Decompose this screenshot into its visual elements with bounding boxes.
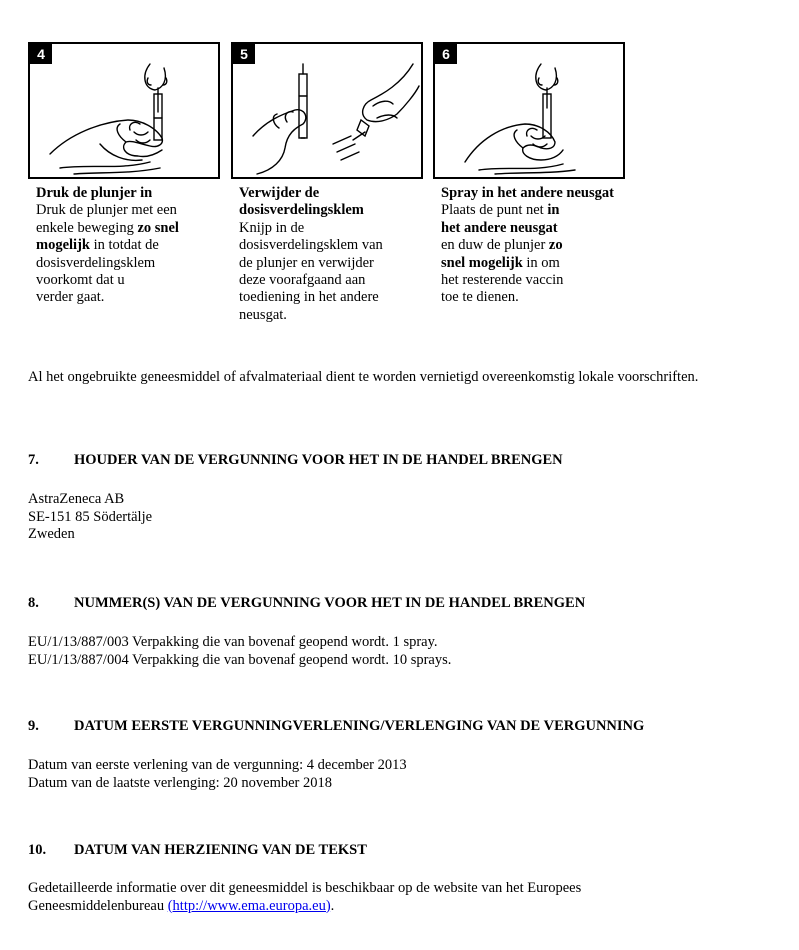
step-number-badge: 4 xyxy=(30,44,52,64)
spray-other-nostril-illustration xyxy=(435,44,623,177)
caption-emphasis: zo xyxy=(548,237,563,254)
section-10-body xyxy=(28,880,581,915)
caption-text: dosisverdelingsklem xyxy=(36,254,156,271)
section-7-body xyxy=(28,491,152,544)
section-9-title: DATUM EERSTE VERGUNNINGVERLENING/VERLENGING VAN DE VERGUNNING xyxy=(74,718,645,734)
step-5-caption xyxy=(239,185,429,324)
caption-emphasis: mogelijk xyxy=(36,237,90,254)
caption-line xyxy=(441,289,631,306)
caption-text: in om xyxy=(522,254,560,271)
caption-line xyxy=(36,272,226,289)
date-line: Datum van eerste verlening van de vergunning: 4 december 2013 xyxy=(28,757,407,773)
section-8-number: 8. xyxy=(28,595,39,611)
step-number-badge: 6 xyxy=(435,44,457,64)
caption-text: toediening in het andere xyxy=(239,289,379,306)
section-7-heading xyxy=(28,452,563,469)
caption-text: neusgat. xyxy=(239,306,287,323)
caption-line xyxy=(36,289,226,306)
step-5-title: Verwijder de dosisverdelingsklem xyxy=(239,185,364,219)
caption-text: voorkomt dat u xyxy=(36,272,125,289)
caption-line xyxy=(239,237,429,254)
section-10-number: 10. xyxy=(28,842,47,858)
date-line: Datum van de laatste verlenging: 20 november 2018 xyxy=(28,774,333,791)
caption-line xyxy=(239,272,429,289)
section-9-body xyxy=(28,757,407,792)
caption-line xyxy=(441,237,631,254)
caption-text: dosisverdelingsklem van xyxy=(239,237,383,254)
step-4-illustration xyxy=(28,42,220,179)
nose-spray-plunger-illustration xyxy=(30,44,218,177)
caption-text: het resterende vaccin xyxy=(441,272,564,289)
step-4-body xyxy=(36,202,226,306)
caption-text: Druk de plunjer met een xyxy=(36,202,177,219)
info-line-2-suffix: . xyxy=(330,897,335,914)
caption-line xyxy=(441,220,631,237)
step-6-illustration xyxy=(433,42,625,179)
section-7-number: 7. xyxy=(28,452,39,468)
caption-line xyxy=(36,202,226,219)
caption-emphasis: snel mogelijk xyxy=(441,254,523,271)
caption-line xyxy=(239,255,429,272)
caption-emphasis: in xyxy=(547,202,560,219)
disposal-paragraph: Al het ongebruikte geneesmiddel of afvalmateriaal dient te worden vernietigd overeenkomstig lokale voorschriften. xyxy=(28,369,699,385)
section-10-title: DATUM VAN HERZIENING VAN DE TEKST xyxy=(74,842,367,858)
license-number-line: EU/1/13/887/003 Verpakking die van bovenaf geopend wordt. 1 spray. xyxy=(28,634,438,650)
caption-line xyxy=(36,237,226,254)
info-line-2-prefix: Geneesmiddelenbureau xyxy=(28,897,168,914)
info-line-1: Gedetailleerde informatie over dit geneesmiddel is beschikbaar op de website van het Europees xyxy=(28,880,582,896)
info-line-2 xyxy=(28,898,581,916)
step-number-badge: 5 xyxy=(233,44,255,64)
caption-text: en duw de plunjer xyxy=(441,237,549,254)
caption-text: toe te dienen. xyxy=(441,289,519,306)
section-8-heading xyxy=(28,595,585,612)
caption-emphasis: zo snel xyxy=(137,219,179,236)
step-5-body xyxy=(239,220,429,324)
section-7-title: HOUDER VAN DE VERGUNNING VOOR HET IN DE HANDEL BRENGEN xyxy=(74,452,563,468)
section-8-title: NUMMER(S) VAN DE VERGUNNING VOOR HET IN DE HANDEL BRENGEN xyxy=(74,595,586,611)
step-4-title: Druk de plunjer in xyxy=(36,185,153,201)
caption-line xyxy=(36,220,226,237)
caption-line xyxy=(441,272,631,289)
section-9-heading xyxy=(28,718,644,735)
section-8-body xyxy=(28,634,451,669)
caption-text: Knijp in de xyxy=(239,219,305,236)
section-9-number: 9. xyxy=(28,718,39,734)
instruction-steps xyxy=(28,42,638,352)
caption-text: verder gaat. xyxy=(36,289,105,306)
address-line: Zweden xyxy=(28,526,75,542)
caption-text: Plaats de punt net xyxy=(441,202,548,219)
caption-line xyxy=(239,307,429,324)
section-10-heading xyxy=(28,842,367,859)
caption-text: in totdat de xyxy=(89,237,159,254)
step-6-title: Spray in het andere neusgat xyxy=(441,185,614,201)
address-line: SE-151 85 Södertälje xyxy=(28,508,153,525)
step-5-illustration xyxy=(231,42,423,179)
step-6-caption xyxy=(441,185,631,307)
address-line: AstraZeneca AB xyxy=(28,491,125,507)
caption-text: deze voorafgaand aan xyxy=(239,272,366,289)
license-number-line: EU/1/13/887/004 Verpakking die van bovenaf geopend wordt. 10 sprays. xyxy=(28,651,452,668)
remove-clip-illustration xyxy=(233,44,421,177)
caption-text: enkele beweging xyxy=(36,219,138,236)
step-6-body xyxy=(441,202,631,306)
step-4-caption xyxy=(36,185,226,307)
ema-website-link[interactable]: (http://www.ema.europa.eu) xyxy=(167,897,331,914)
caption-line xyxy=(239,220,429,237)
caption-line xyxy=(239,289,429,306)
caption-line xyxy=(36,255,226,272)
caption-emphasis: het andere neusgat xyxy=(441,219,558,236)
caption-line xyxy=(441,255,631,272)
caption-text: de plunjer en verwijder xyxy=(239,254,374,271)
caption-line xyxy=(441,202,631,219)
